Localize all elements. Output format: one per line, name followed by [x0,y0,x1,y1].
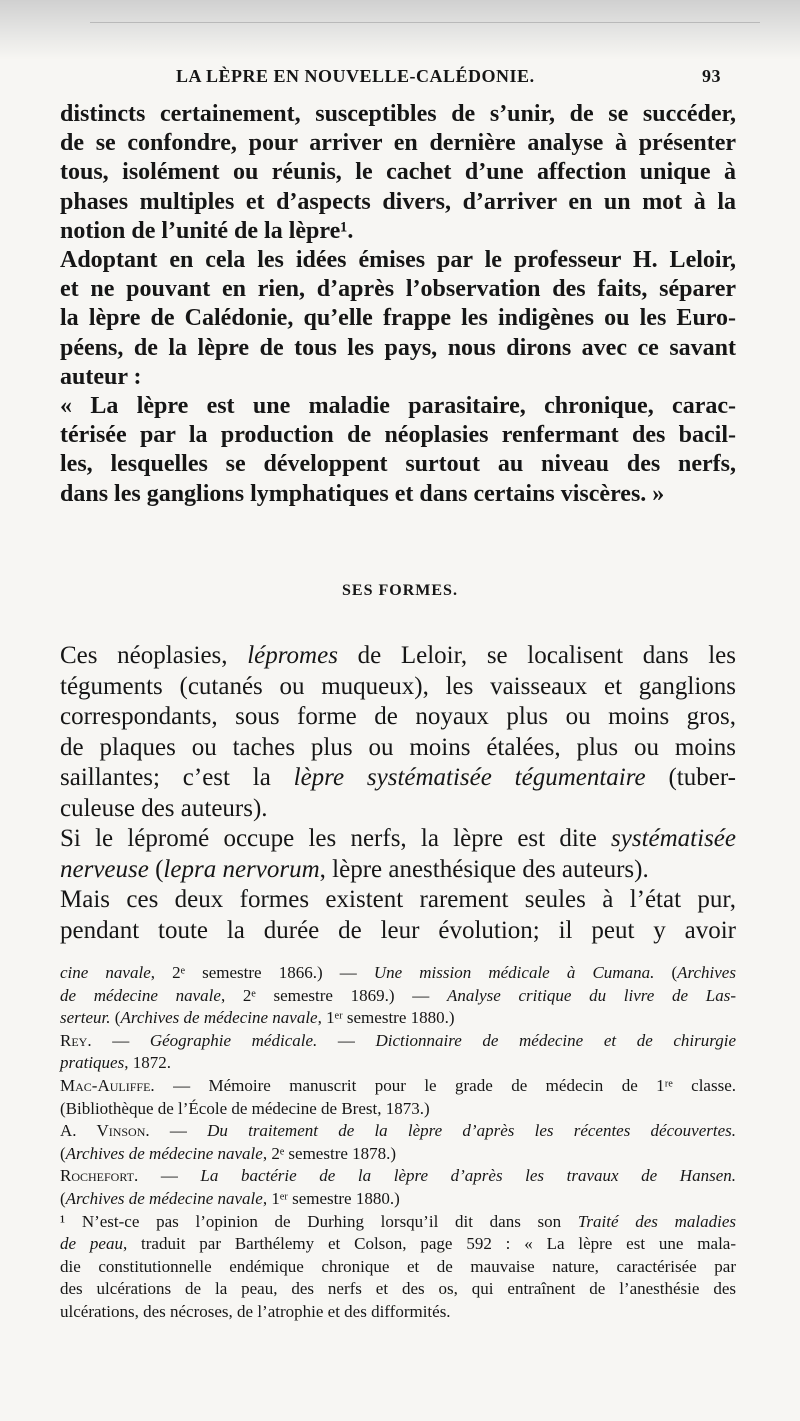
paragraph-1 [60,100,736,246]
text-line: nerveuse (lepra nervorum, lèpre anesthésique des auteurs). [60,855,649,883]
text-line: Adoptant en cela les idées émises par le professeur H. Leloir, [60,247,736,274]
text-line: culeuse des auteurs). [60,794,268,822]
footnote-line: des ulcérations de la peau, des nerfs et des os, qui entraînent de l’anesthésie des [60,1279,736,1299]
text-line: saillantes; c’est la lèpre systématisée tégumentaire (tuber- [60,764,736,791]
text-line: la lèpre de Calédonie, qu’elle frappe les indigènes ou les Euro- [60,305,736,332]
running-header [176,66,721,96]
body-text-lower [60,641,736,946]
footnote-line: cine navale, 2ᵉ semestre 1866.) — Une mission médicale à Cumana. (Archives [60,963,736,982]
text-line: térisée par la production de néoplasies renfermant des bacil- [60,422,736,449]
footnote-line: die constitutionnelle endémique chronique et de mauvaise nature, caractérisée par [60,1256,736,1276]
text-line: dans les ganglions lymphatiques et dans certains viscères. » [60,480,665,507]
footnote-line: (Archives de médecine navale, 2ᵉ semestre 1878.) [60,1143,397,1163]
bleed-through-rule [90,22,760,23]
text-line: distincts certainement, susceptibles de s’unir, de se succéder, [60,101,736,127]
paragraph-5 [60,885,736,946]
running-title: LA LÈPRE EN NOUVELLE-CALÉDONIE. [176,66,535,86]
text-line: et ne pouvant en rien, d’après l’observation des faits, séparer [60,276,736,303]
footnote-line: serteur. (Archives de médecine navale, 1ᵉʳ semestre 1880.) [60,1008,455,1028]
quotation [60,392,736,509]
text-line: les, lesquelles se développent surtout au niveau des nerfs, [60,451,736,478]
paragraph-2 [60,246,736,392]
scan-top-edge [0,0,800,60]
footnote-line: A. Vinson. — Du traitement de la lèpre d’après les récentes découvertes. [60,1121,736,1141]
text-line: tous, isolément ou réunis, le cachet d’une affection unique à [60,159,736,186]
footnote-line: Mac-Auliffe. — Mémoire manuscrit pour le grade de médecin de 1ʳᵉ classe. [60,1075,736,1095]
text-line: péens, de la lèpre de tous les pays, nous dirons avec ce savant [60,334,736,361]
paragraph-4 [60,824,736,885]
footnote-line: Rey. — Géographie médicale. — Dictionnaire de médecine et de chirurgie [60,1030,736,1050]
footnote-line: (Bibliothèque de l’École de médecine de Brest, 1873.) [60,1098,430,1118]
text-line: de plaques ou taches plus ou moins étalées, plus ou moins [60,733,736,761]
text-line: notion de l’unité de la lèpre¹. [60,217,354,244]
footnote-line: Rochefort. — La bactérie de la lèpre d’après les travaux de Hansen. [60,1166,736,1186]
text-line: « La lèpre est une maladie parasitaire, chronique, carac- [60,393,736,420]
footnote-line: (Archives de médecine navale, 1ᵉʳ semestre 1880.) [60,1188,400,1208]
footnote-line: ¹ N’est-ce pas l’opinion de Durhing lorsqu’il dit dans son Traité des maladies [60,1211,736,1231]
text-line: correspondants, sous forme de noyaux plus ou moins gros, [60,703,736,730]
paragraph-3 [60,641,736,824]
text-line: pendant toute la durée de leur évolution; il peut y avoir [60,916,736,944]
text-line: Ces néoplasies, lépromes de Leloir, se localisent dans les [60,642,737,669]
footnote-line: de médecine navale, 2ᵉ semestre 1869.) — Analyse critique du livre de Las- [60,985,736,1005]
text-line: Si le lépromé occupe les nerfs, la lèpre est dite systématisée [60,825,736,852]
text-line: phases multiples et d’aspects divers, d’arriver en un mot à la [60,188,736,215]
footnote-line: pratiques, 1872. [60,1053,171,1073]
text-line: auteur : [60,363,142,390]
page-number: 93 [702,66,721,86]
text-line: téguments (cutanés ou muqueux), les vaisseaux et ganglions [60,672,736,700]
text-line: Mais ces deux formes existent rarement seules à l’état pur, [60,886,736,913]
footnote-line: ulcérations, des nécroses, de l’atrophie et des difformités. [60,1301,451,1321]
footnotes [60,962,736,1324]
footnote-line: de peau, traduit par Barthélemy et Colson, page 592 : « La lèpre est une mala- [60,1234,737,1254]
text-line: de se confondre, pour arriver en dernière analyse à présenter [60,130,736,157]
body-text-upper [60,100,736,509]
section-heading: SES FORMES. [342,582,458,599]
